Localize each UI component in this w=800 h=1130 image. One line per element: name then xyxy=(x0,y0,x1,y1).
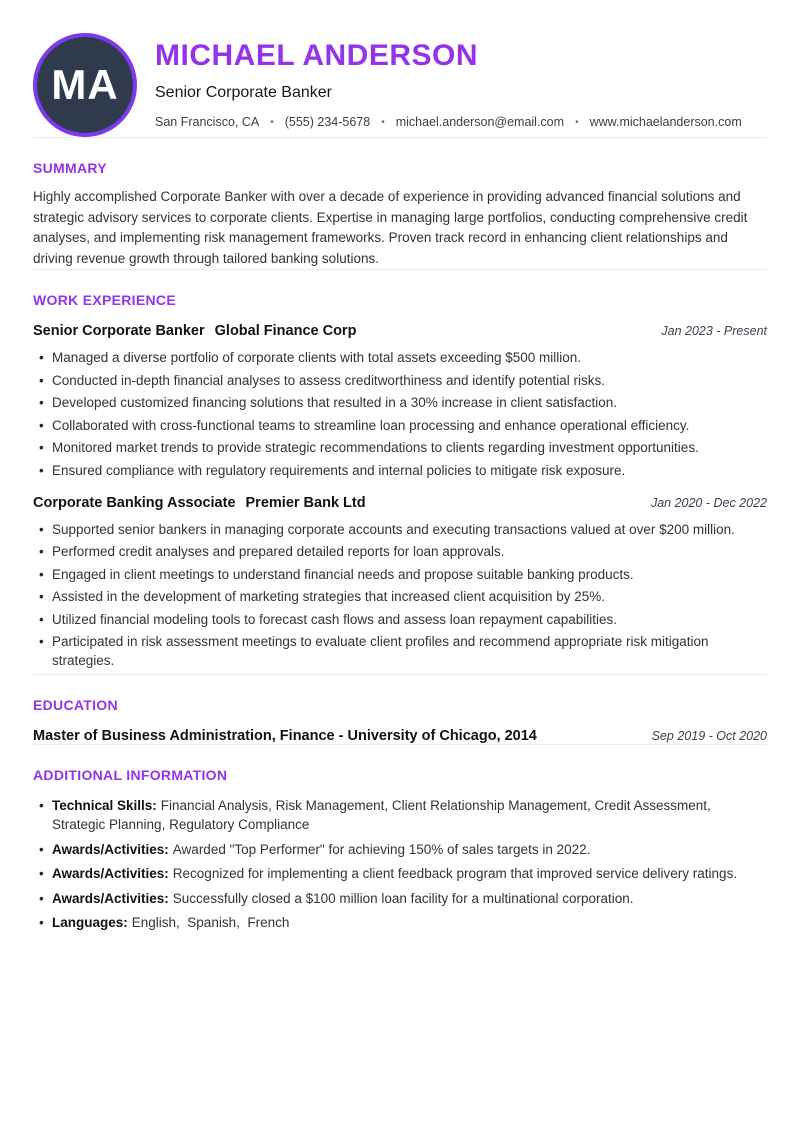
additional-info-item xyxy=(33,889,767,909)
section-divider xyxy=(33,269,767,270)
item-label: Awards/Activities: xyxy=(52,841,169,857)
additional-information-section xyxy=(33,767,767,933)
job-entry xyxy=(33,323,767,480)
education-degree: Master of Business Administration, Finance - University of Chicago, 2014 xyxy=(33,727,537,744)
job-bullet: • Participated in risk assessment meetings to evaluate client profiles and recommend appropriate risk mitigation strategies. xyxy=(33,632,767,670)
item-label: Languages: xyxy=(52,915,128,930)
item-text: Successfully closed a $100 million loan facility for a multinational corporation. xyxy=(172,890,634,906)
job-bullet: • Conducted in-depth financial analyses to assess creditworthiness and identify potential risks. xyxy=(33,371,767,390)
job-bullet: • Managed a diverse portfolio of corporate clients with total assets exceeding $500 million. xyxy=(33,348,767,367)
dot-separator-icon: • xyxy=(575,116,579,128)
job-bullet: • Supported senior bankers in managing corporate accounts and executing transactions valued at over $200 million. xyxy=(33,520,767,539)
education-heading: EDUCATION xyxy=(33,696,118,713)
additional-information-heading: ADDITIONAL INFORMATION xyxy=(33,766,228,783)
additional-info-item xyxy=(33,864,767,884)
summary-section xyxy=(33,160,767,269)
additional-info-item xyxy=(33,796,767,835)
work-experience-heading: WORK EXPERIENCE xyxy=(33,292,176,308)
job-entry xyxy=(33,495,767,671)
job-bullet: • Developed customized financing solutions that resulted in a 30% increase in client satisfaction. xyxy=(33,393,767,412)
job-bullet: • Engaged in client meetings to understand financial needs and propose suitable banking products. xyxy=(33,565,767,584)
contact-line xyxy=(155,115,742,129)
education-section xyxy=(33,697,767,744)
avatar-initials: MA xyxy=(51,61,119,108)
job-title-line xyxy=(33,323,356,339)
job-company: Global Finance Corp xyxy=(214,323,357,339)
item-label: Technical Skills: xyxy=(52,797,157,813)
contact-website: www.michaelanderson.com xyxy=(589,115,742,129)
job-company: Premier Bank Ltd xyxy=(245,494,366,511)
job-title: Corporate Banking Associate xyxy=(33,494,236,511)
additional-info-item xyxy=(33,840,767,860)
job-title: Senior Corporate Banker xyxy=(33,323,205,339)
item-label: Awards/Activities: xyxy=(52,890,169,906)
job-entry-header xyxy=(33,495,767,511)
job-dates: Jan 2023 - Present xyxy=(661,324,767,338)
contact-phone: (555) 234-5678 xyxy=(284,115,371,129)
job-bullet: • Performed credit analyses and prepared detailed reports for loan approvals. xyxy=(33,542,767,561)
job-bullet: • Monitored market trends to provide strategic recommendations to clients regarding investment opportunities. xyxy=(33,438,767,457)
job-subtitle: Senior Corporate Banker xyxy=(155,84,332,101)
page-title: MICHAEL ANDERSON xyxy=(155,39,479,72)
job-bullet: • Utilized financial modeling tools to forecast cash flows and assess loan repayment capabilities. xyxy=(33,610,767,629)
summary-text: Highly accomplished Corporate Banker with over a decade of experience in providing advanced financial solutions and strategic advisory services to corporate clients. Expertise in managing large portfolios, conducting comprehensive credit analyses, and implementing risk management frameworks. Proven track record in enhancing client relationships and driving revenue growth through tailored banking solutions. xyxy=(33,189,748,266)
resume-header xyxy=(33,33,767,137)
item-text: Recognized for implementing a client feedback program that improved service delivery ratings. xyxy=(172,866,738,881)
avatar xyxy=(33,33,137,137)
dot-separator-icon: • xyxy=(381,116,385,128)
item-text: Awarded "Top Performer" for achieving 150% of sales targets in 2022. xyxy=(172,841,591,857)
section-divider xyxy=(33,674,767,675)
job-entry-header xyxy=(33,323,767,339)
section-divider xyxy=(33,137,767,138)
item-label: Awards/Activities: xyxy=(52,866,169,881)
section-divider xyxy=(33,744,767,745)
work-experience-section xyxy=(33,292,767,670)
contact-location: San Francisco, CA xyxy=(155,115,260,129)
additional-info-list xyxy=(33,796,767,933)
job-bullet-list xyxy=(33,520,767,671)
additional-info-item xyxy=(33,913,767,933)
header-text xyxy=(155,33,742,137)
contact-email: michael.anderson@email.com xyxy=(395,115,565,129)
job-bullet-list xyxy=(33,348,767,480)
dot-separator-icon: • xyxy=(270,116,274,128)
education-entry-header xyxy=(33,728,767,744)
job-bullet: • Assisted in the development of marketing strategies that increased client acquisition by 25%. xyxy=(33,587,767,606)
item-text: English, Spanish, French xyxy=(131,915,290,930)
item-text: Financial Analysis, Risk Management, Client Relationship Management, Credit Assessment, Strategic Planning, Regulatory Compliance xyxy=(52,797,715,832)
job-title-line xyxy=(33,495,366,511)
summary-heading: SUMMARY xyxy=(33,160,107,176)
job-dates: Jan 2020 - Dec 2022 xyxy=(650,495,767,510)
job-bullet: • Collaborated with cross-functional teams to streamline loan processing and enhance operational efficiency. xyxy=(33,416,767,435)
job-bullet: • Ensured compliance with regulatory requirements and internal policies to mitigate risk exposure. xyxy=(33,461,767,480)
education-dates: Sep 2019 - Oct 2020 xyxy=(651,728,767,743)
